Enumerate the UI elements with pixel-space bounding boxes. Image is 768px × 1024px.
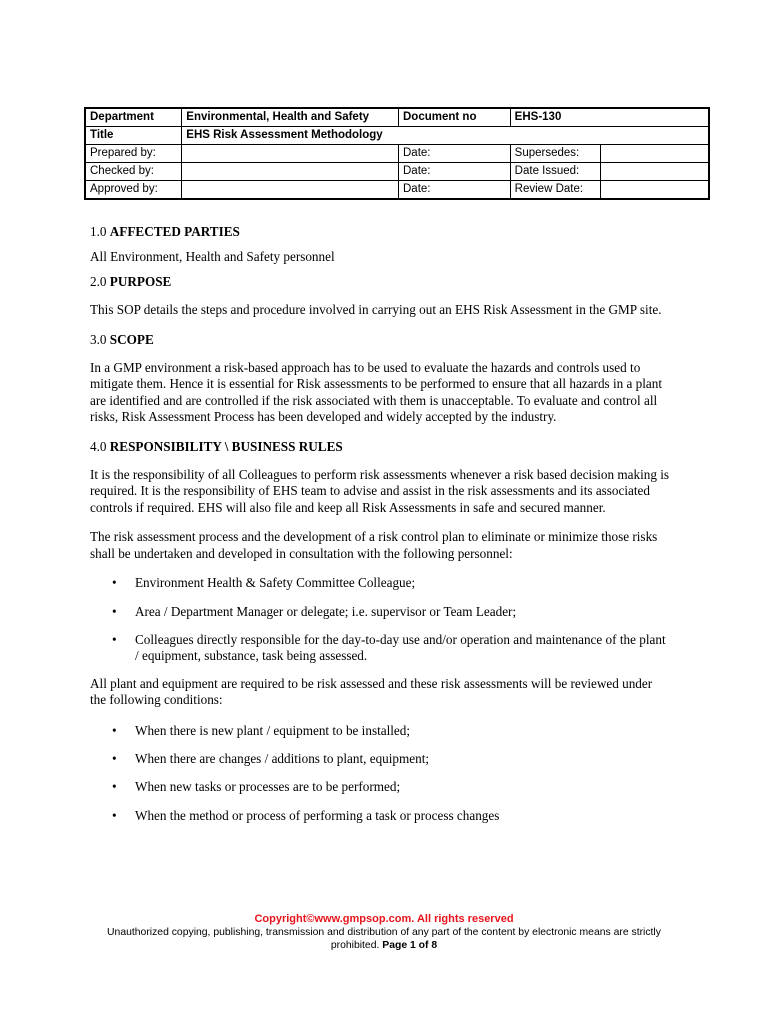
header-row-title: [85, 127, 709, 145]
list-item: • When new tasks or processes are to be performed;: [112, 779, 401, 795]
risk-control-paragraph: The risk assessment process and the development of a risk control plan to eliminate or minimize those risks shall be undertaken and developed in consultation with the following personnel:: [90, 529, 658, 561]
section-title: PURPOSE: [109, 273, 172, 289]
section-number: 1.0: [90, 224, 107, 239]
section-heading-purpose: [90, 274, 670, 290]
docno-label: Document no: [399, 108, 511, 127]
section-number: 3.0: [90, 331, 107, 347]
section-title: RESPONSIBILITY \ BUSINESS RULES: [109, 438, 343, 454]
list-item: • Area / Department Manager or delegate; i.e. supervisor or Team Leader;: [112, 603, 517, 619]
usage-notice-text: Unauthorized copying, publishing, transmission and distribution of any part of the content by electronic means are strictly prohibited.: [107, 927, 661, 951]
list-item: • When there are changes / additions to plant, equipment;: [112, 750, 430, 766]
review-conditions-list: [90, 723, 670, 825]
date-issued-label: Date Issued:: [510, 163, 600, 181]
purpose-text: This SOP details the steps and procedure involved in carrying out an EHS Risk Assessment in the GMP site.: [90, 302, 662, 318]
supersedes-value: [600, 145, 709, 163]
approved-value: [182, 181, 399, 200]
list-item: • When the method or process of performing a task or process changes: [112, 807, 500, 823]
title-value: EHS Risk Assessment Methodology: [182, 127, 709, 145]
scope-text: In a GMP environment a risk-based approach has to be used to evaluate the hazards and controls used to mitigate them. Hence it is essential for Risk assessments to be performed to ensure that all hazards in a plant are identified and are controlled if the risk associated with them is unacceptable. To evaluate and control all risks, Risk Assessment Process has been developed and widely accepted by the industry.: [90, 360, 663, 425]
section-number: 2.0: [90, 273, 107, 289]
approved-label: Approved by:: [85, 181, 182, 200]
document-body: [90, 224, 670, 824]
department-value: Environmental, Health and Safety: [182, 108, 399, 127]
usage-notice: [84, 926, 684, 952]
date-label: Date:: [399, 181, 511, 200]
section-number: 4.0: [90, 438, 107, 454]
section-title: AFFECTED PARTIES: [109, 224, 240, 239]
review-conditions-paragraph: All plant and equipment are required to be risk assessed and these risk assessments will be reviewed under the following conditions:: [90, 675, 653, 708]
checked-value: [182, 163, 399, 181]
header-row-department: [85, 108, 709, 127]
review-date-label: Review Date:: [510, 181, 600, 200]
review-date-value: [600, 181, 709, 200]
prepared-value: [182, 145, 399, 163]
section-title: SCOPE: [109, 331, 154, 347]
date-label: Date:: [399, 163, 511, 181]
department-label: Department: [85, 108, 182, 127]
affected-parties-text: All Environment, Health and Safety personnel: [90, 249, 335, 265]
section-heading-responsibility: [90, 439, 670, 455]
list-item: • Colleagues directly responsible for the day-to-day use and/or operation and maintenance of the plant / equipment, substance, task being assessed.: [112, 631, 666, 664]
title-label: Title: [85, 127, 182, 145]
header-row-checked: [85, 163, 709, 181]
personnel-list: [90, 575, 670, 665]
prepared-label: Prepared by:: [85, 145, 182, 163]
page-number: Page 1 of 8: [382, 940, 438, 951]
page-footer: [84, 913, 684, 952]
header-row-prepared: [85, 145, 709, 163]
date-label: Date:: [399, 145, 511, 163]
copyright-notice: Copyright©www.gmpsop.com. All rights reserved: [254, 913, 514, 925]
header-row-approved: [85, 181, 709, 200]
date-issued-value: [600, 163, 709, 181]
responsibility-paragraph: It is the responsibility of all Colleagues to perform risk assessments whenever a risk based decision making is required. It is the responsibility of EHS team to advise and assist in the risk assessments and its associated controls if required. EHS will also file and keep all Risk Assessments in safe and secured manner.: [90, 467, 670, 515]
supersedes-label: Supersedes:: [510, 145, 600, 163]
document-header-table: [84, 107, 710, 200]
checked-label: Checked by:: [85, 163, 182, 181]
section-heading-scope: [90, 332, 670, 348]
list-item: • Environment Health & Safety Committee Colleague;: [112, 575, 416, 591]
list-item: • When there is new plant / equipment to be installed;: [112, 722, 411, 738]
section-heading-affected-parties: [90, 224, 670, 240]
docno-value: EHS-130: [510, 108, 709, 127]
